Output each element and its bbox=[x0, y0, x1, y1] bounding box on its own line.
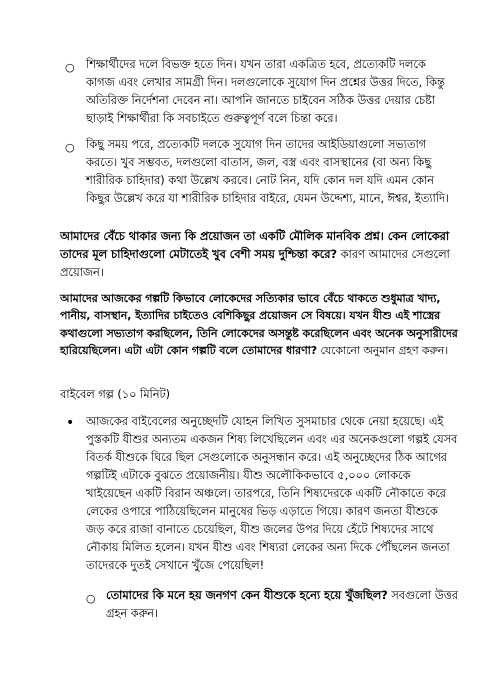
circle-bullet-icon: ○ bbox=[65, 61, 75, 74]
circle-bullet-icon: ○ bbox=[86, 592, 96, 605]
disc-bullet-icon: • bbox=[66, 415, 75, 431]
crowd-question-instruction: সবগুলো উত্তর গ্রহন করুন। bbox=[106, 589, 458, 620]
bible-passage-context: আজকের বাইবেলের অনুচ্ছেদটি যোহন লিখিত সুসমাচার থেকে নেয়া হয়েছে। এই পুস্তকটি যীশুর অন্যতম একজন শিষ্য লিখেছিলেন এবং এর অনেকগুলো গল্পই যেসব বিতর্ক যীশুকে ঘিরে ছিল সেগুলোকে অনুসন্ধান করে। এই অনুচ্ছেদের ঠিক আগের গল্পটিই এটাকে বুঝতে প্রয়োজনীয়। যীশু অলৌকিকভাবে ৫,০০০ লোককে খাইয়েছেন একটি বিরান অঞ্চলে। তারপরে, তিনি শিষ্যদেরকে একটি নৌকাতে করে লেকের ওপারে পাঠিয়েছিলেন মানুষের ভিড় এড়াতে গিয়ে। কারণ জনতা যীশুকে জড় করে রাজা বানাতে চেয়েছিল, যীশু জলের উপর দিয়ে হেঁটে শিষ্যদের সাথে নৌকায় মিলিত হলেন। যখন যীশু এবং শিষ্যরা লেকের অন্য দিকে পৌঁছলেন জনতা তাদেরকে দুতই সেখানে খুঁজে পেয়েছিল! bbox=[86, 415, 458, 572]
share-ideas-instruction: কিছু সময় পরে, প্রত্যেকটি দলকে সুযোগ দিন তাদের আইডিয়াগুলো সভ্যতাগ করতে। খুব সম্ভবত, দলগুলো বাতাস, জল, বস্ত্র এবং বাসস্থানের (বা অন্য কিছু শারীরিক চাহিদার) কথা উল্লেখ করবে। নোট নিন, যদি কোন দল যদি এমন কোন কিছুর উল্লেখ করে যা শারীরিক চাহিদার বাইরে, যেমন উদ্দেশ্য, মানে, ঈশ্বর, ইত্যাদি। bbox=[86, 138, 449, 205]
basic-needs-paragraph bbox=[60, 228, 458, 282]
basic-needs-answer: কারণ আমাদের সেগুলো প্রয়োজন। bbox=[60, 248, 450, 279]
story-intro-question: আমাদের আজকের গল্পটি কিভাবে লোকেদের সত্যিকার ভাবে বেঁচে থাকতে শুধুমাত্র খাদ্য, পানীয়, বাসস্থান, ইত্যাদির চাইতেও বেশিকিছুর প্রয়োজন সে বিষয়ে। যখন যীশু এই শাস্ত্রের কথাগুলো সভ্যতাগ করছিলেন, তিনি লোকেদের অসন্তুষ্ট করেছিলেন এবং অনেক অনুসারীদের হারিয়েছিলেন। এটা এটা কোন গল্পটি বলে তোমাদের ধারণা? bbox=[60, 292, 458, 358]
circle-bullet-icon: ○ bbox=[65, 141, 75, 154]
story-intro-paragraph bbox=[60, 290, 458, 360]
story-intro-instruction: যেকোনো অনুমান গ্রহণ করুন। bbox=[317, 344, 449, 358]
crowd-question-text: তোমাদের কি মনে হয় জনগণ কেন যীশুকে হন্যে হয়ে খুঁজছিল? bbox=[106, 589, 388, 602]
group-work-instruction: শিক্ষার্থীদের দলে বিভক্ত হতে দিন। যখন তারা একত্রিত হবে, প্রত্যেকটি দলকে কাগজ এবং লেখার সামগ্রী দিন। দলগুলোকে সুযোগ দিন প্রশ্নের উত্তর দিতে, কিন্তু অতিরিক্ত নির্দেশনা দেবেন না। আপনি জানতে চাইবেন সঠিক উত্তর দেয়ার চেষ্টা ছাড়াই শিক্ষার্থীরা কি সবচাইতে গুরুত্বপূর্ণ বলে চিন্তা করে। bbox=[86, 58, 445, 125]
crowd-question bbox=[106, 587, 458, 623]
section-heading: বাইবেল গল্প (১০ মিনিট) bbox=[60, 388, 171, 401]
basic-needs-question: আমাদের বেঁচে থাকার জন্য কি প্রয়োজন তা একটি মৌলিক মানবিক প্রশ্ন। কেন লোকেরা তাদের মূল চাহিদাগুলো মেটাতেই খুব বেশী সময় দুশ্চিন্তা করে? bbox=[60, 230, 450, 261]
